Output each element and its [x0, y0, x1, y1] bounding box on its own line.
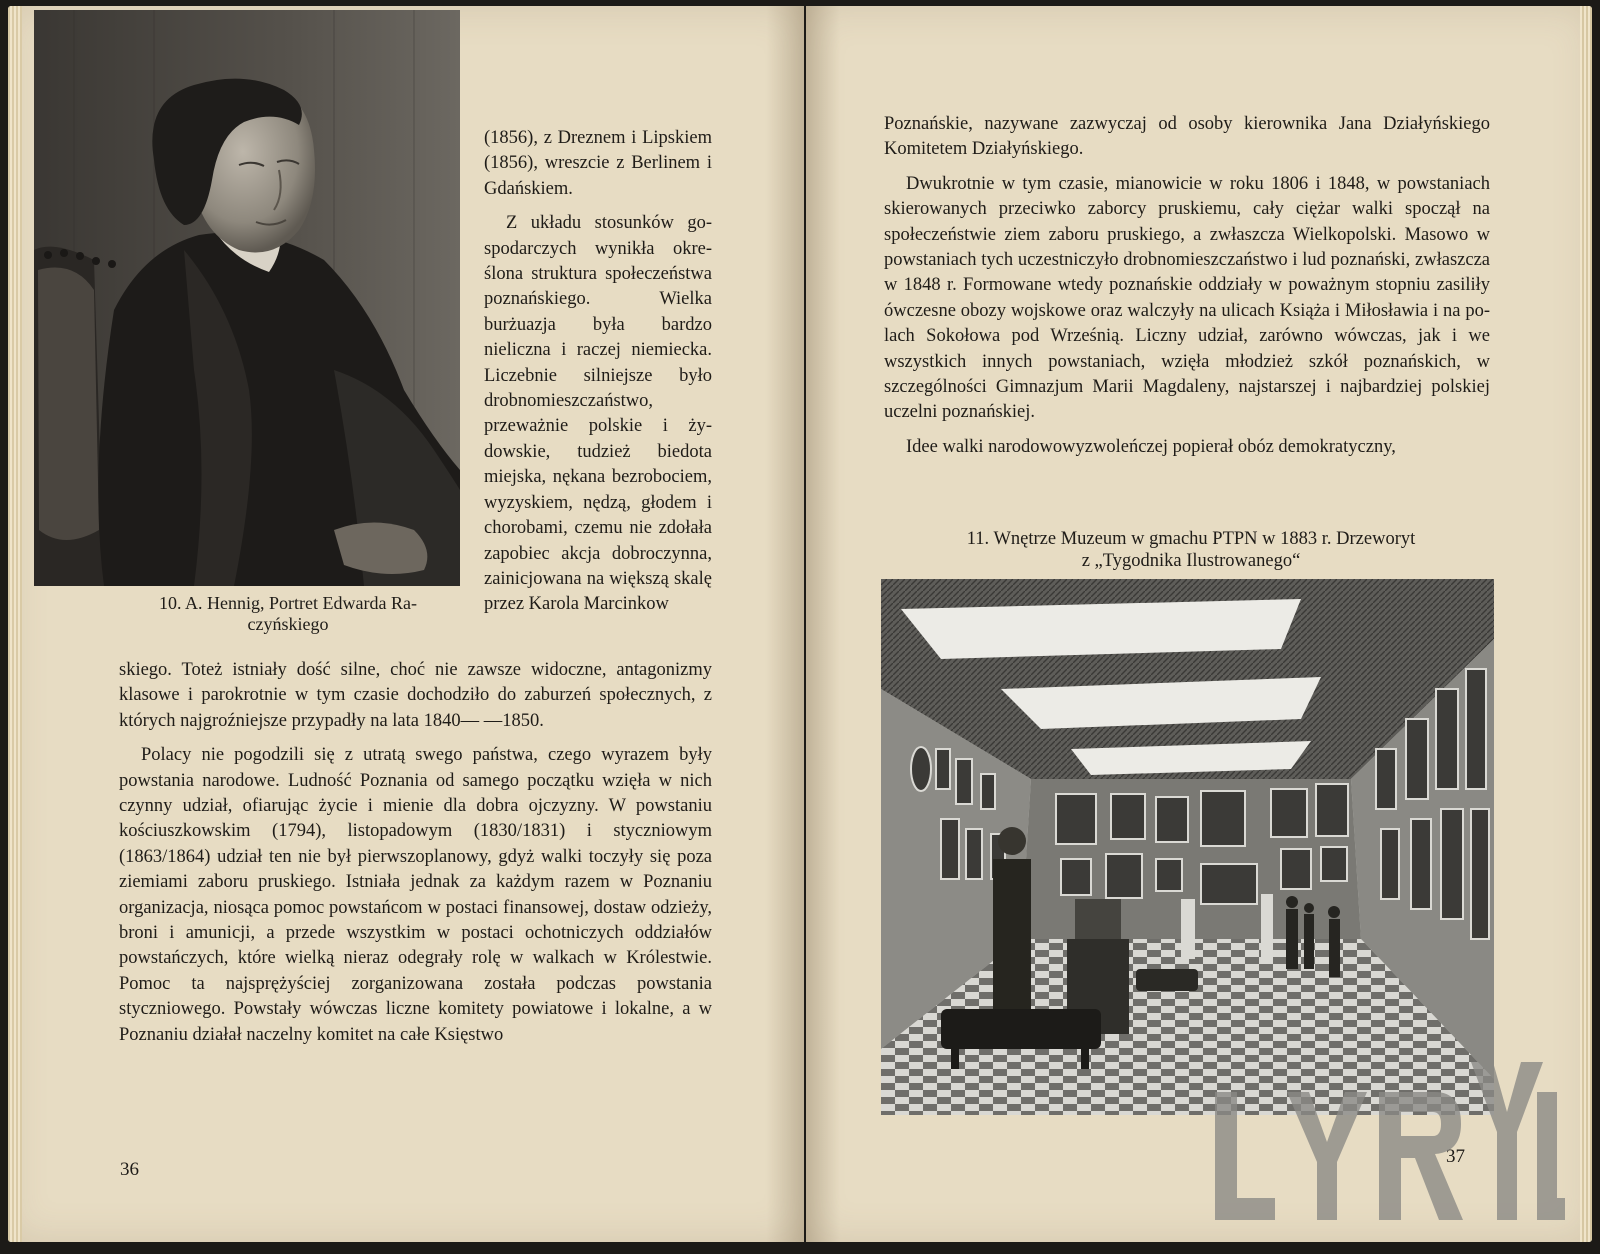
gutter-shadow	[806, 6, 840, 1242]
paragraph: (1856), z Dreznem i Lipskiem (1856), wreszcie z Berlinem i Gdańskiem.	[484, 128, 712, 199]
paragraph: skiego. Toteż istniały dość silne, choć nie zawsze widoczne, antagonizmy klasowe i parokrotnie w tym czasie dochodziło do zaburzeń społecznych, z których najgroźniejsze przypadły na lata 1840— —1850.	[119, 660, 712, 731]
page-edges	[8, 6, 22, 1242]
page-edges	[1580, 6, 1592, 1242]
museum-interior-engraving-icon	[881, 579, 1494, 1115]
paragraph: Polacy nie pogodzili się z utratą swego państwa, czego wyrazem były powstania narodowe. Ludność Poznania od samego początku wzięła w nich czynny udział, ofiarując życie i mienie dla dobra ojczyzny. W powstaniu kościuszkowskim (1794), listopadowym (1830/1831) i styczniowym (1863/1864) udział ten nie był pierwszoplanowy, gdyż walki toczyły się poza ziemiami zaboru pruskiego. Istniała jednak za każdym razem w Poznaniu organizacja, niosąca pomoc powstańcom w postaci finansowej, dostaw odzieży, broni i amunicji, a przede wszystkim w postaci ochotniczych oddziałów powstańczych, które wielką nieraz odegrały rolę w walkach w Królestwie. Pomoc ta najsprężyściej zorganizowana została podczas powstania styczniowego. Powstały wówczas liczne komitety powiatowe i lokalne, a w Poznaniu działał naczelny komitet na całe Księstwo	[119, 745, 712, 1045]
caption-line: czyńskiego	[247, 614, 329, 634]
watermark-text: LYRYL	[1215, 1062, 1219, 1063]
caption-line: z „Tygodnika Ilustrowanego“	[1081, 551, 1301, 571]
full-width-text	[119, 658, 712, 1048]
paragraph: Dwukrotnie w tym czasie, mianowicie w roku 1806 i 1848, w powstaniach skierowanych przeciwko zaborcy pruskiemu, cały ciężar walki spoczął na społeczeństwie ziem zaboru pruskiego, a zwłaszcza Wielkopolski. Masowo w powstaniach tych uczestniczyło drobnomieszczaństwo i lud poznański, zwłaszcza w 1848 r. Formowane wtedy poznańskie oddziały w poważnym stopniu zasiliły ówczesne obozy wojskowe oraz walczyły na ulicach Książa i Miłosławia i na polach Sokołowa pod Wrześnią. Liczny udział, zarówno wówczas, jak i we wszystkich innych powstaniach, wzięła młodzież szkół poznańskich, w szczególności Gimnazjum Marii Magdaleny, najstarszej i najbardziej polskiej uczelni poznańskiej.	[884, 173, 1490, 423]
page-number: 36	[120, 1159, 139, 1180]
right-text	[884, 112, 1490, 460]
paragraph: Idee walki narodowowyzwoleńczej popierał obóz demokratyczny,	[906, 436, 1396, 457]
side-column-text	[484, 126, 712, 618]
figure-10-caption	[118, 593, 458, 635]
library-watermark-icon	[1215, 1062, 1565, 1222]
page-number: 37	[1446, 1146, 1465, 1167]
portrait-engraving-icon	[34, 10, 460, 586]
portrait-figure	[34, 10, 460, 586]
gutter-shadow	[766, 6, 804, 1242]
caption-line: 11. Wnętrze Muzeum w gmachu PTPN w 1883 r. Drzeworyt	[966, 529, 1416, 549]
caption-line: 10. A. Hennig, Portret Edwarda Ra-	[159, 593, 417, 613]
figure-11-caption	[866, 528, 1516, 572]
paragraph: Poznańskie, nazywane zazwyczaj od osoby kierownika Jana Działyńskiego Komitetem Działyńskiego.	[884, 114, 1490, 160]
museum-interior-figure	[881, 579, 1494, 1115]
right-page	[806, 6, 1592, 1242]
paragraph: Z układu stosunków gospodarczych wynikła określona struktura społeczeństwa poznańskiego. Wielka burżuazja była bardzo nieliczna i raczej niemiecka. Liczebnie silniejsze było drobnomieszczaństwo, przeważnie polskie i żydowskie, tudzież biedota miejska, nękana bezrobociem, wyzyskiem, nędzą, głodem i chorobami, czemu nie zdołała zapobiec akcja dobroczynna, zainicjowana na większą skalę przez Karola Marcinkow	[484, 213, 712, 615]
left-page	[8, 6, 804, 1242]
